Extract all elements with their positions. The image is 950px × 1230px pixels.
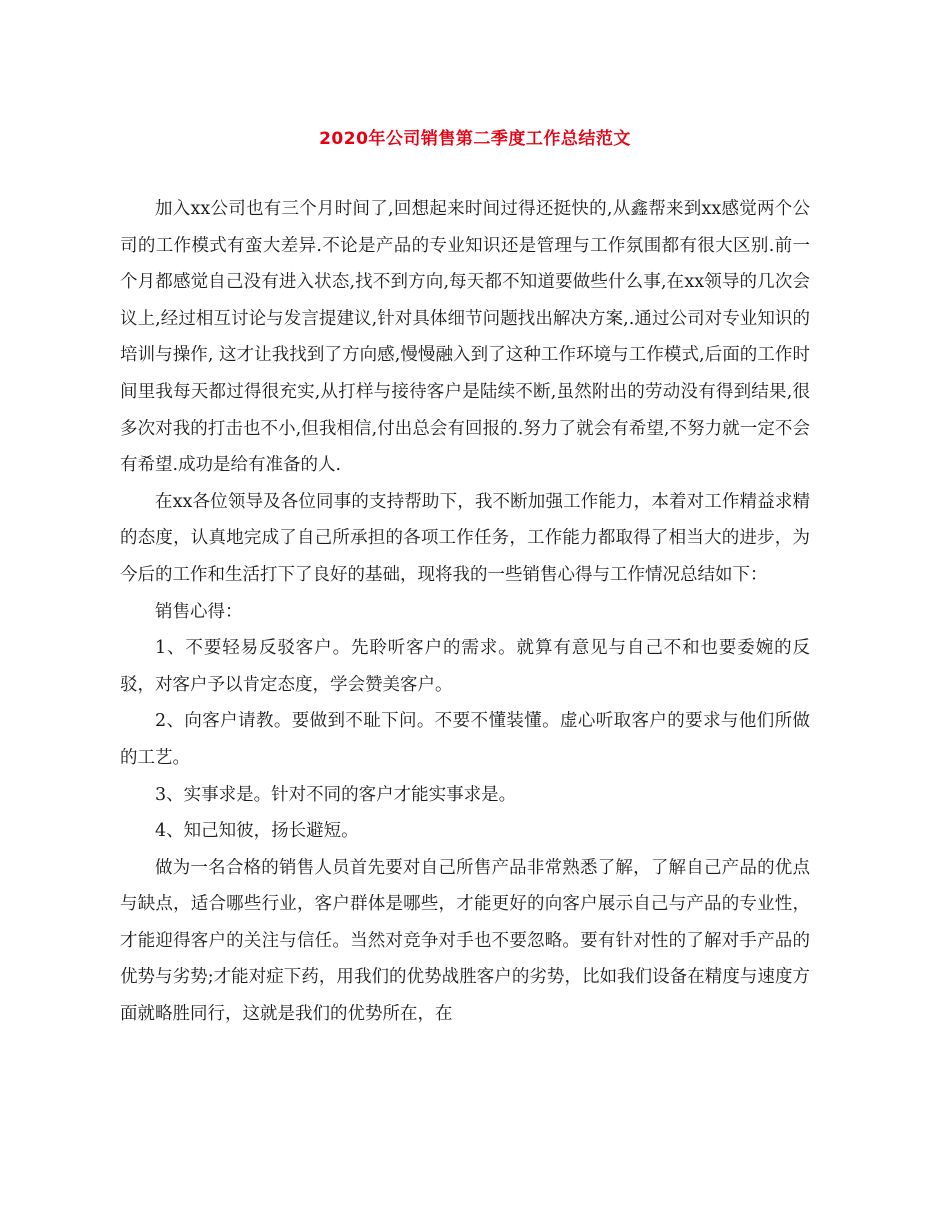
paragraph-support: 在xx各位领导及各位同事的支持帮助下，我不断加强工作能力，本着对工作精益求精的态度，认真地完成了自己所承担的各项工作任务，工作能力都取得了相当大的进步，为今后的工作和生活打下了良好的基础，现将我的一些销售心得与工作情况总结如下： (120, 491, 810, 585)
paragraph-point-2: 2、向客户请教。要做到不耻下问。不要不懂装懂。虚心听取客户的要求与他们所做的工艺。 (120, 711, 810, 768)
paragraph-point-4: 4、知己知彼，扬长避短。 (155, 821, 359, 842)
paragraph-product-knowledge: 做为一名合格的销售人员首先要对自己所售产品非常熟悉了解，了解自己产品的优点与缺点，适合哪些行业，客户群体是哪些，才能更好的向客户展示自己与产品的专业性，才能迎得客户的关注与信任。当然对竞争对手也不要忽略。要有针对性的了解对手产品的优势与劣势;才能对症下药，用我们的优势战胜客户的劣势，比如我们设备在精度与速度方面就略胜同行，这就是我们的优势所在，在 (120, 857, 810, 1025)
paragraph-sales-heading: 销售心得： (155, 601, 243, 622)
paragraph-point-1: 1、不要轻易反驳客户。先聆听客户的需求。就算有意见与自己不和也要委婉的反驳，对客户予以肯定态度，学会赞美客户。 (120, 638, 810, 695)
paragraph-point-3: 3、实事求是。针对不同的客户才能实事求是。 (155, 784, 517, 805)
paragraph-intro: 加入xx公司也有三个月时间了,回想起来时间过得还挺快的,从鑫帮来到xx感觉两个公司的工作模式有蛮大差异.不论是产品的专业知识还是管理与工作氛围都有很大区别.前一个月都感觉自己没有进入状态,找不到方向,每天都不知道要做些什么事,在xx领导的几次会议上,经过相互讨论与发言提建议,针对具体细节问题找出解决方案,.通过公司对专业知识的培训与操作, 这才让我找到了方向感,慢慢融入到了这种工作环境与工作模式,后面的工作时间里我每天都过得很充实,从打样与接待客户是陆续不断,虽然附出的劳动没有得到结果,很多次对我的打击也不小,但我相信,付出总会有回报的.努力了就会有希望,不努力就一定不会有希望.成功是给有准备的人. (120, 199, 810, 476)
document-body (120, 191, 810, 1033)
document-title: 2020年公司销售第二季度工作总结范文 (319, 129, 631, 149)
